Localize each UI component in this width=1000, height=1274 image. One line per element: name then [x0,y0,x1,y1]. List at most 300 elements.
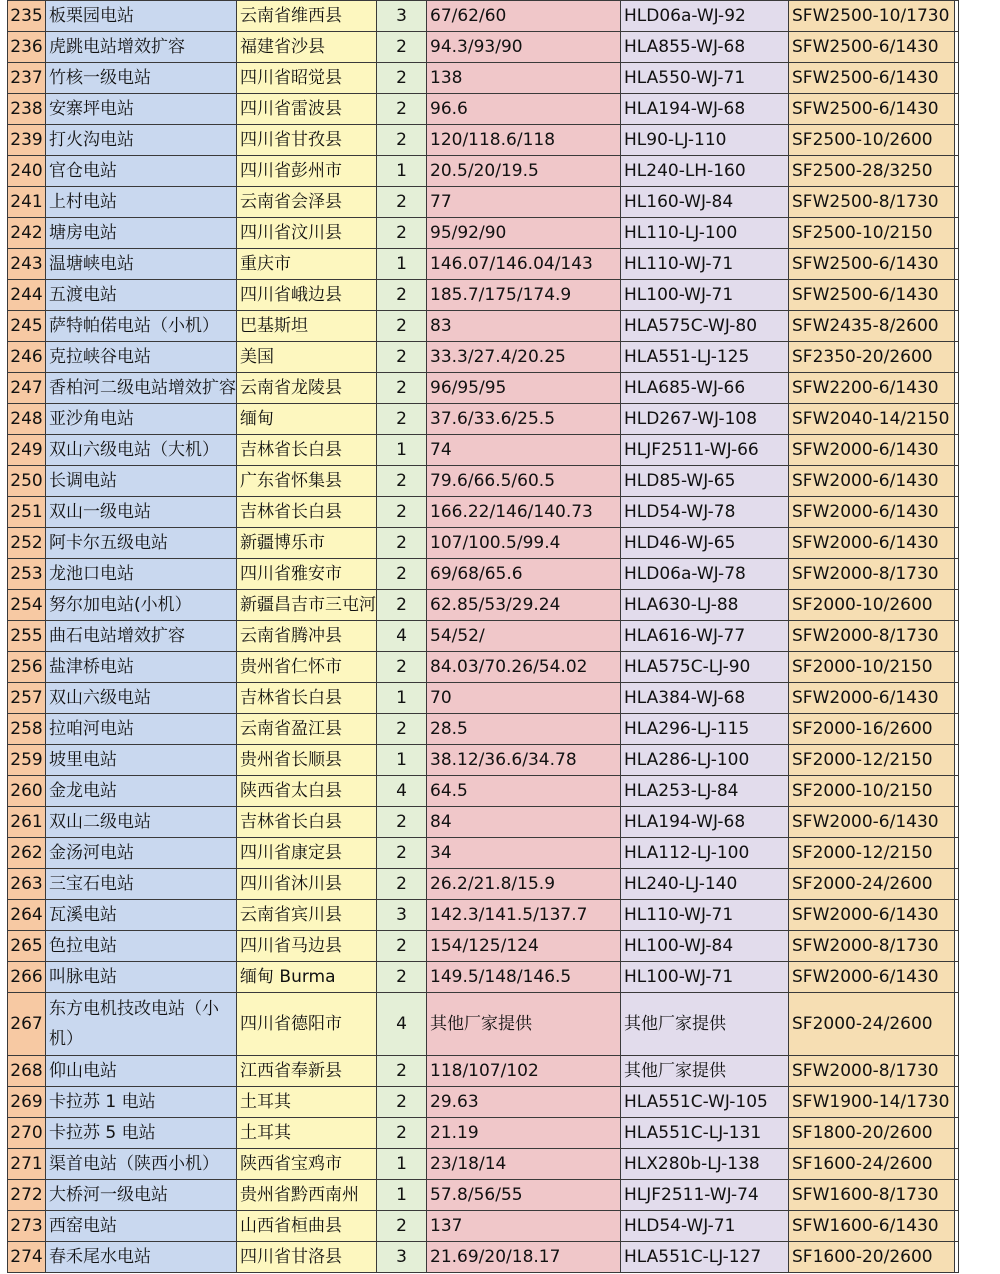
table-row [8,125,959,156]
location-cell: 四川省彭州市 [237,156,377,187]
water-head-cell: 146.07/146.04/143 [427,249,621,280]
turbine-model-cell: HLD46-WJ-65 [621,528,789,559]
unit-count-cell: 2 [377,218,427,249]
truncated-column-cell [955,466,959,497]
generator-model-cell: SFW2000-6/1430 [789,900,955,931]
location-cell: 吉林省长白县 [237,807,377,838]
truncated-column-cell [955,94,959,125]
truncated-column-cell [955,714,959,745]
water-head-cell: 29.63 [427,1087,621,1118]
truncated-column-cell [955,776,959,807]
generator-model-cell: SFW2435-8/2600 [789,311,955,342]
water-head-cell: 107/100.5/99.4 [427,528,621,559]
row-number: 247 [8,373,46,404]
unit-count-cell: 2 [377,32,427,63]
table-row [8,652,959,683]
water-head-cell: 20.5/20/19.5 [427,156,621,187]
row-number: 238 [8,94,46,125]
station-name-cell: 拉咱河电站 [46,714,237,745]
row-number: 268 [8,1056,46,1087]
location-cell: 重庆市 [237,249,377,280]
station-name-cell: 渠首电站（陕西小机） [46,1149,237,1180]
location-cell: 四川省康定县 [237,838,377,869]
turbine-model-cell: HL160-WJ-84 [621,187,789,218]
turbine-model-cell: HLA112-LJ-100 [621,838,789,869]
row-number: 241 [8,187,46,218]
location-cell: 四川省昭觉县 [237,63,377,94]
generator-model-cell: SFW1600-6/1430 [789,1211,955,1242]
turbine-model-cell: HLA550-WJ-71 [621,63,789,94]
turbine-model-cell: HLA551C-LJ-127 [621,1242,789,1273]
unit-count-cell: 3 [377,1,427,32]
truncated-column-cell [955,900,959,931]
generator-model-cell: SFW2000-8/1730 [789,621,955,652]
table-row [8,1118,959,1149]
water-head-cell: 142.3/141.5/137.7 [427,900,621,931]
unit-count-cell: 1 [377,745,427,776]
row-number: 237 [8,63,46,94]
location-cell: 广东省怀集县 [237,466,377,497]
unit-count-cell: 2 [377,838,427,869]
row-number: 250 [8,466,46,497]
unit-count-cell: 1 [377,156,427,187]
row-number: 265 [8,931,46,962]
location-cell: 美国 [237,342,377,373]
turbine-model-cell: HLD54-WJ-78 [621,497,789,528]
unit-count-cell: 2 [377,280,427,311]
turbine-model-cell: HLA286-LJ-100 [621,745,789,776]
row-number: 235 [8,1,46,32]
location-cell: 四川省雷波县 [237,94,377,125]
generator-model-cell: SF1600-20/2600 [789,1242,955,1273]
truncated-column-cell [955,1,959,32]
row-number: 251 [8,497,46,528]
table-row [8,528,959,559]
station-name-cell: 卡拉苏 5 电站 [46,1118,237,1149]
location-cell: 吉林省长白县 [237,683,377,714]
unit-count-cell: 2 [377,559,427,590]
turbine-model-cell: HLD06a-WJ-78 [621,559,789,590]
station-name-cell: 双山二级电站 [46,807,237,838]
generator-model-cell: SF2000-16/2600 [789,714,955,745]
truncated-column-cell [955,1149,959,1180]
location-cell: 四川省德阳市 [237,993,377,1056]
generator-model-cell: SFW2000-6/1430 [789,528,955,559]
row-number: 253 [8,559,46,590]
truncated-column-cell [955,404,959,435]
generator-model-cell: SF2500-10/2150 [789,218,955,249]
station-name-cell: 努尔加电站(小机） [46,590,237,621]
turbine-model-cell: 其他厂家提供 [621,993,789,1056]
turbine-model-cell: HLA855-WJ-68 [621,32,789,63]
table-body [8,1,959,1273]
row-number: 249 [8,435,46,466]
water-head-cell: 74 [427,435,621,466]
row-number: 257 [8,683,46,714]
turbine-model-cell: HLA575C-LJ-90 [621,652,789,683]
location-cell: 江西省奉新县 [237,1056,377,1087]
water-head-cell: 69/68/65.6 [427,559,621,590]
truncated-column-cell [955,1211,959,1242]
unit-count-cell: 2 [377,187,427,218]
turbine-model-cell: HLA551C-WJ-105 [621,1087,789,1118]
unit-count-cell: 2 [377,94,427,125]
turbine-model-cell: HL110-LJ-100 [621,218,789,249]
generator-model-cell: SF1800-20/2600 [789,1118,955,1149]
station-name-cell: 金龙电站 [46,776,237,807]
turbine-model-cell: HL100-WJ-71 [621,962,789,993]
row-number: 243 [8,249,46,280]
location-cell: 四川省峨边县 [237,280,377,311]
row-number: 271 [8,1149,46,1180]
table-row [8,559,959,590]
station-name-cell: 金汤河电站 [46,838,237,869]
location-cell: 土耳其 [237,1118,377,1149]
unit-count-cell: 2 [377,497,427,528]
generator-model-cell: SFW2000-8/1730 [789,1056,955,1087]
station-name-cell: 上村电站 [46,187,237,218]
row-number: 240 [8,156,46,187]
row-number: 264 [8,900,46,931]
station-name-cell: 阿卡尔五级电站 [46,528,237,559]
station-name-cell: 塘房电站 [46,218,237,249]
station-name-cell: 萨特帕偌电站（小机） [46,311,237,342]
table-row [8,621,959,652]
water-head-cell: 21.19 [427,1118,621,1149]
location-cell: 四川省马边县 [237,931,377,962]
truncated-column-cell [955,652,959,683]
truncated-column-cell [955,311,959,342]
truncated-column-cell [955,1180,959,1211]
turbine-model-cell: HLA575C-WJ-80 [621,311,789,342]
row-number: 255 [8,621,46,652]
turbine-model-cell: HL110-WJ-71 [621,249,789,280]
station-name-cell: 板栗园电站 [46,1,237,32]
table-row [8,838,959,869]
location-cell: 贵州省仁怀市 [237,652,377,683]
truncated-column-cell [955,745,959,776]
truncated-column-cell [955,1118,959,1149]
location-cell: 巴基斯坦 [237,311,377,342]
truncated-column-cell [955,373,959,404]
turbine-model-cell: HLD06a-WJ-92 [621,1,789,32]
location-cell: 贵州省长顺县 [237,745,377,776]
water-head-cell: 54/52/ [427,621,621,652]
station-name-cell: 打火沟电站 [46,125,237,156]
generator-model-cell: SFW2000-6/1430 [789,435,955,466]
location-cell: 云南省宾川县 [237,900,377,931]
station-name-cell: 亚沙角电站 [46,404,237,435]
table-row [8,187,959,218]
location-cell: 缅甸 Burma [237,962,377,993]
water-head-cell: 118/107/102 [427,1056,621,1087]
location-cell: 四川省甘孜县 [237,125,377,156]
generator-model-cell: SFW2000-6/1430 [789,962,955,993]
truncated-column-cell [955,63,959,94]
generator-model-cell: SFW2500-10/1730 [789,1,955,32]
water-head-cell: 21.69/20/18.17 [427,1242,621,1273]
location-cell: 陕西省宝鸡市 [237,1149,377,1180]
turbine-model-cell: HLA194-WJ-68 [621,94,789,125]
turbine-model-cell: HLD267-WJ-108 [621,404,789,435]
truncated-column-cell [955,931,959,962]
station-name-cell: 西窑电站 [46,1211,237,1242]
station-name-cell: 双山六级电站（大机） [46,435,237,466]
location-cell: 新疆博乐市 [237,528,377,559]
generator-model-cell: SFW2000-6/1430 [789,497,955,528]
water-head-cell: 138 [427,63,621,94]
truncated-column-cell [955,590,959,621]
turbine-model-cell: HLA384-WJ-68 [621,683,789,714]
table-row [8,435,959,466]
row-number: 273 [8,1211,46,1242]
turbine-model-cell: HL100-WJ-71 [621,280,789,311]
table-row [8,94,959,125]
row-number: 267 [8,993,46,1056]
generator-model-cell: SFW2040-14/2150 [789,404,955,435]
water-head-cell: 84 [427,807,621,838]
turbine-model-cell: HLA685-WJ-66 [621,373,789,404]
unit-count-cell: 1 [377,249,427,280]
row-number: 261 [8,807,46,838]
generator-model-cell: SFW1600-8/1730 [789,1180,955,1211]
row-number: 236 [8,32,46,63]
unit-count-cell: 2 [377,1087,427,1118]
water-head-cell: 33.3/27.4/20.25 [427,342,621,373]
water-head-cell: 57.8/56/55 [427,1180,621,1211]
generator-model-cell: SFW1900-14/1730 [789,1087,955,1118]
water-head-cell: 95/92/90 [427,218,621,249]
water-head-cell: 166.22/146/140.73 [427,497,621,528]
table-row [8,962,959,993]
generator-model-cell: SF2000-12/2150 [789,745,955,776]
station-name-cell: 龙池口电站 [46,559,237,590]
row-number: 272 [8,1180,46,1211]
location-cell: 四川省雅安市 [237,559,377,590]
unit-count-cell: 2 [377,714,427,745]
water-head-cell: 67/62/60 [427,1,621,32]
truncated-column-cell [955,125,959,156]
station-name-cell: 温塘峡电站 [46,249,237,280]
table-row [8,1149,959,1180]
station-name-cell: 色拉电站 [46,931,237,962]
station-name-cell: 春禾尾水电站 [46,1242,237,1273]
generator-model-cell: SFW2000-6/1430 [789,683,955,714]
row-number: 266 [8,962,46,993]
row-number: 270 [8,1118,46,1149]
unit-count-cell: 3 [377,900,427,931]
table-row [8,931,959,962]
location-cell: 四川省汶川县 [237,218,377,249]
location-cell: 吉林省长白县 [237,435,377,466]
location-cell: 土耳其 [237,1087,377,1118]
row-number: 244 [8,280,46,311]
station-name-cell: 大桥河一级电站 [46,1180,237,1211]
generator-model-cell: SF2350-20/2600 [789,342,955,373]
station-name-cell: 仰山电站 [46,1056,237,1087]
unit-count-cell: 2 [377,373,427,404]
table-row [8,1180,959,1211]
station-name-cell: 双山六级电站 [46,683,237,714]
truncated-column-cell [955,497,959,528]
station-name-cell: 瓦溪电站 [46,900,237,931]
location-cell: 新疆昌吉市三屯河 [237,590,377,621]
truncated-column-cell [955,435,959,466]
location-cell: 云南省维西县 [237,1,377,32]
water-head-cell: 137 [427,1211,621,1242]
row-number: 260 [8,776,46,807]
unit-count-cell: 2 [377,931,427,962]
table-row [8,683,959,714]
unit-count-cell: 1 [377,1149,427,1180]
row-number: 239 [8,125,46,156]
location-cell: 贵州省黔西南州 [237,1180,377,1211]
station-name-cell: 五渡电站 [46,280,237,311]
table-row [8,218,959,249]
truncated-column-cell [955,993,959,1056]
generator-model-cell: SFW2000-8/1730 [789,931,955,962]
row-number: 248 [8,404,46,435]
unit-count-cell: 2 [377,807,427,838]
turbine-model-cell: HLD85-WJ-65 [621,466,789,497]
unit-count-cell: 2 [377,652,427,683]
table-row [8,32,959,63]
row-number: 256 [8,652,46,683]
turbine-model-cell: 其他厂家提供 [621,1056,789,1087]
power-station-table [7,0,959,1273]
station-name-cell: 坡里电站 [46,745,237,776]
generator-model-cell: SFW2000-8/1730 [789,559,955,590]
water-head-cell: 其他厂家提供 [427,993,621,1056]
turbine-model-cell: HL100-WJ-84 [621,931,789,962]
water-head-cell: 38.12/36.6/34.78 [427,745,621,776]
truncated-column-cell [955,559,959,590]
unit-count-cell: 2 [377,962,427,993]
truncated-column-cell [955,528,959,559]
turbine-model-cell: HLA194-WJ-68 [621,807,789,838]
water-head-cell: 34 [427,838,621,869]
turbine-model-cell: HLA630-LJ-88 [621,590,789,621]
turbine-model-cell: HL240-LJ-140 [621,869,789,900]
unit-count-cell: 2 [377,1056,427,1087]
truncated-column-cell [955,807,959,838]
location-cell: 云南省龙陵县 [237,373,377,404]
generator-model-cell: SFW2500-8/1730 [789,187,955,218]
unit-count-cell: 2 [377,63,427,94]
water-head-cell: 77 [427,187,621,218]
unit-count-cell: 2 [377,342,427,373]
table-row [8,745,959,776]
unit-count-cell: 4 [377,776,427,807]
table-row [8,590,959,621]
generator-model-cell: SFW2500-6/1430 [789,32,955,63]
unit-count-cell: 2 [377,1211,427,1242]
station-name-cell: 双山一级电站 [46,497,237,528]
station-name-cell: 官仓电站 [46,156,237,187]
truncated-column-cell [955,280,959,311]
turbine-model-cell: HLJF2511-WJ-66 [621,435,789,466]
truncated-column-cell [955,838,959,869]
table-row [8,1,959,32]
turbine-model-cell: HLD54-WJ-71 [621,1211,789,1242]
location-cell: 陕西省太白县 [237,776,377,807]
table-row [8,404,959,435]
row-number: 246 [8,342,46,373]
water-head-cell: 23/18/14 [427,1149,621,1180]
water-head-cell: 64.5 [427,776,621,807]
generator-model-cell: SFW2000-6/1430 [789,466,955,497]
unit-count-cell: 2 [377,1118,427,1149]
table-row [8,993,959,1056]
station-name-cell: 卡拉苏 1 电站 [46,1087,237,1118]
water-head-cell: 185.7/175/174.9 [427,280,621,311]
location-cell: 云南省盈江县 [237,714,377,745]
unit-count-cell: 1 [377,1180,427,1211]
water-head-cell: 37.6/33.6/25.5 [427,404,621,435]
water-head-cell: 28.5 [427,714,621,745]
generator-model-cell: SFW2500-6/1430 [789,249,955,280]
table-row [8,497,959,528]
truncated-column-cell [955,621,959,652]
unit-count-cell: 2 [377,590,427,621]
generator-model-cell: SFW2500-6/1430 [789,94,955,125]
turbine-model-cell: HLA296-LJ-115 [621,714,789,745]
generator-model-cell: SF2500-28/3250 [789,156,955,187]
generator-model-cell: SF2000-10/2150 [789,776,955,807]
turbine-model-cell: HLA551-LJ-125 [621,342,789,373]
truncated-column-cell [955,1056,959,1087]
unit-count-cell: 2 [377,869,427,900]
truncated-column-cell [955,342,959,373]
row-number: 259 [8,745,46,776]
water-head-cell: 26.2/21.8/15.9 [427,869,621,900]
water-head-cell: 154/125/124 [427,931,621,962]
row-number: 254 [8,590,46,621]
table-row [8,807,959,838]
unit-count-cell: 2 [377,528,427,559]
unit-count-cell: 2 [377,125,427,156]
row-number: 269 [8,1087,46,1118]
location-cell: 山西省桓曲县 [237,1211,377,1242]
table-row [8,1242,959,1273]
unit-count-cell: 1 [377,683,427,714]
table-row [8,776,959,807]
generator-model-cell: SF1600-24/2600 [789,1149,955,1180]
row-number: 263 [8,869,46,900]
table-row [8,373,959,404]
table-row [8,249,959,280]
water-head-cell: 120/118.6/118 [427,125,621,156]
truncated-column-cell [955,32,959,63]
station-name-cell: 曲石电站增效扩容 [46,621,237,652]
unit-count-cell: 1 [377,435,427,466]
truncated-column-cell [955,187,959,218]
generator-model-cell: SF2000-12/2150 [789,838,955,869]
row-number: 252 [8,528,46,559]
turbine-model-cell: HLA551C-LJ-131 [621,1118,789,1149]
table-row [8,342,959,373]
truncated-column-cell [955,1242,959,1273]
water-head-cell: 62.85/53/29.24 [427,590,621,621]
generator-model-cell: SFW2200-6/1430 [789,373,955,404]
turbine-model-cell: HL110-WJ-71 [621,900,789,931]
water-head-cell: 84.03/70.26/54.02 [427,652,621,683]
location-cell: 四川省甘洛县 [237,1242,377,1273]
station-name-cell: 叫脉电站 [46,962,237,993]
water-head-cell: 79.6/66.5/60.5 [427,466,621,497]
truncated-column-cell [955,1087,959,1118]
unit-count-cell: 2 [377,404,427,435]
